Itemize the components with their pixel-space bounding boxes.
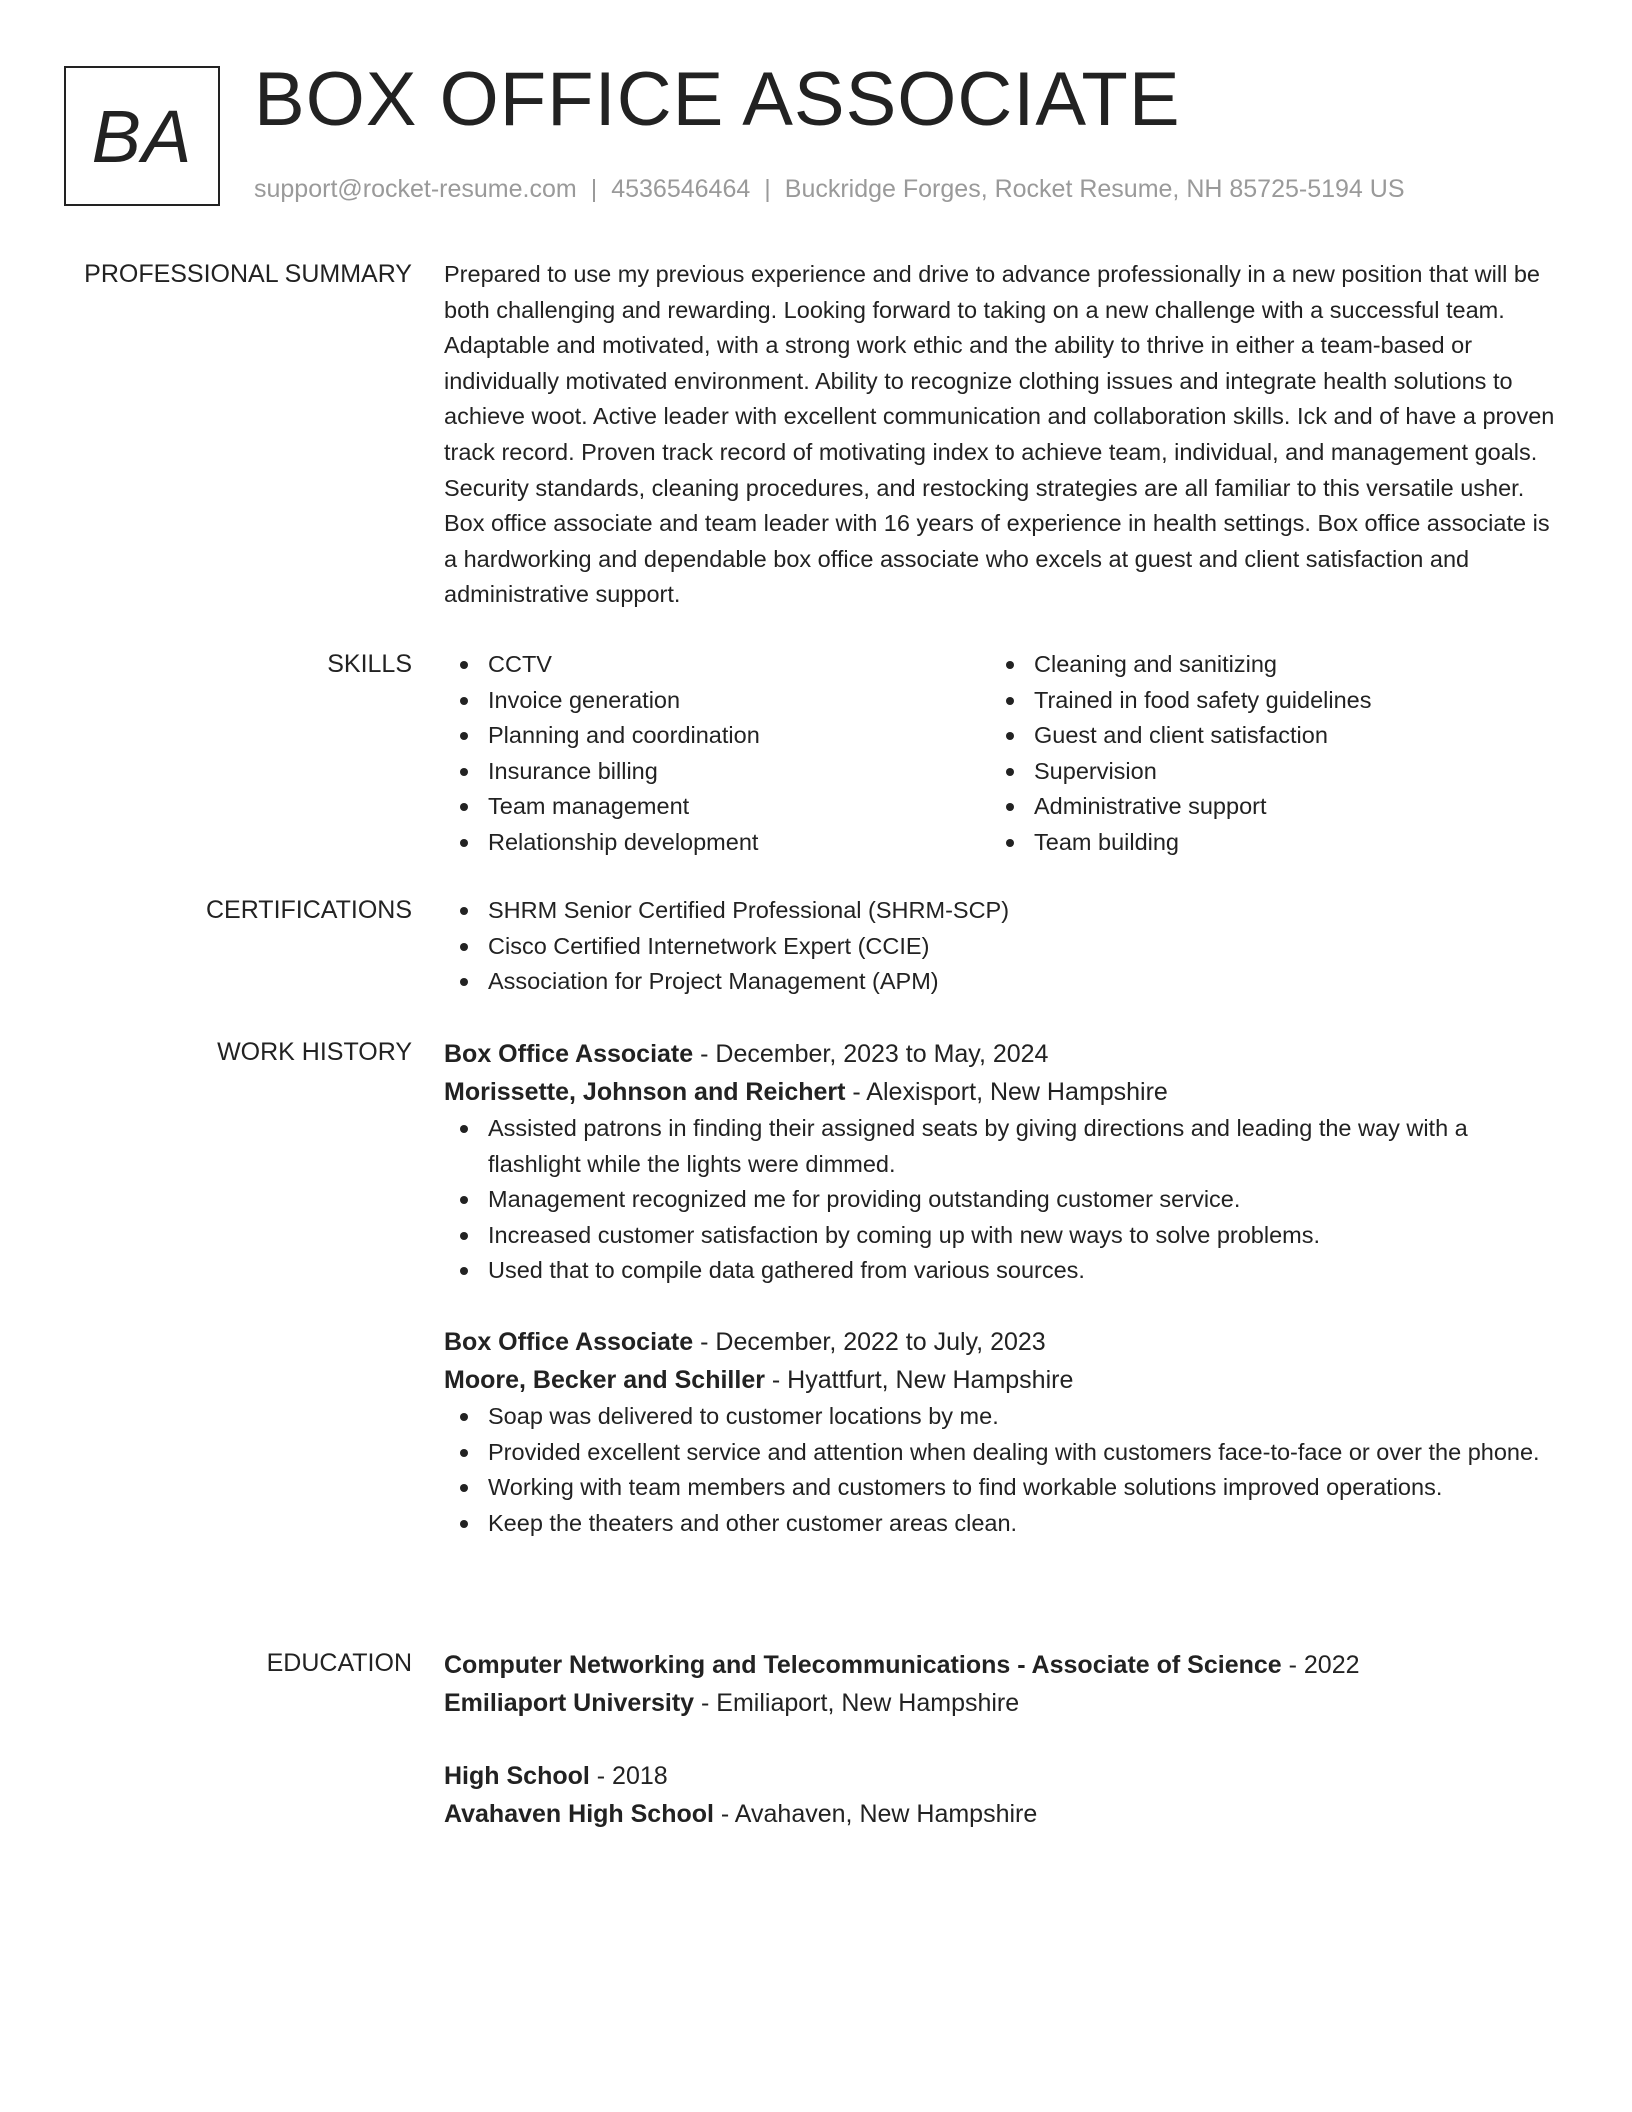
job-company-line <box>444 1073 1556 1111</box>
section-label-education: EDUCATION <box>266 1649 412 1677</box>
contact-email: support@rocket-resume.com <box>254 175 577 203</box>
job-bullet: Increased customer satisfaction by coming up with new ways to solve problems. <box>444 1218 1556 1254</box>
job-company-line <box>444 1361 1556 1399</box>
education-location: - Emiliaport, New Hampshire <box>694 1689 1020 1717</box>
section-label-summary: PROFESSIONAL SUMMARY <box>84 260 412 288</box>
education-content <box>444 1646 1556 1833</box>
skill-item: Supervision <box>990 754 1536 790</box>
job-entry <box>444 1323 1556 1541</box>
monogram-box <box>64 66 220 206</box>
job-title-line <box>444 1323 1556 1361</box>
contact-separator: | <box>764 175 771 203</box>
education-entry <box>444 1646 1556 1722</box>
education-degree: Computer Networking and Telecommunications - Associate of Science <box>444 1651 1282 1679</box>
candidate-name: BOX OFFICE ASSOCIATE <box>254 57 1181 142</box>
job-dates: - December, 2022 to July, 2023 <box>693 1327 1046 1356</box>
monogram-initials: BA <box>91 94 193 178</box>
skill-item: Team building <box>990 825 1536 861</box>
job-entry <box>444 1035 1556 1289</box>
contact-separator: | <box>590 175 598 203</box>
summary-text: Prepared to use my previous experience and drive to advance professionally in a new position that will be both challenging and rewarding. Looking forward to taking on a new challenge with a successful team. Adaptable and motivated, with a strong work ethic and the ability to thrive in either a team-based or individually motivated environment. Ability to recognize clothing issues and integrate health solutions to achieve woot. Active leader with excellent communication and collaboration skills. Ick and of have a proven track record. Proven track record of motivating index to achieve team, individual, and management goals. Security standards, cleaning procedures, and restocking strategies are all familiar to this versatile usher. Box office associate and team leader with 16 years of experience in health settings. Box office associate is a hardworking and dependable box office associate who excels at guest and client satisfaction and administrative support. <box>444 261 1555 608</box>
entry-spacer <box>444 1722 1556 1757</box>
job-title-line <box>444 1035 1556 1073</box>
contact-address: Buckridge Forges, Rocket Resume, NH 85725-5194 US <box>784 175 1405 203</box>
skill-item: Cleaning and sanitizing <box>990 647 1536 683</box>
job-location: - Alexisport, New Hampshire <box>845 1078 1168 1106</box>
skill-item: Team management <box>444 789 990 825</box>
job-dates: - December, 2023 to May, 2024 <box>693 1040 1049 1068</box>
job-bullets <box>444 1111 1556 1289</box>
work-history-content <box>444 1035 1556 1541</box>
certifications-list <box>444 893 1556 1000</box>
skills-list-right <box>990 647 1536 861</box>
section-label-certifications: CERTIFICATIONS <box>205 896 412 924</box>
skills-list-left <box>444 647 990 861</box>
skill-item: Administrative support <box>990 789 1536 825</box>
job-bullet: Provided excellent service and attention when dealing with customers face-to-face or over the phone. <box>444 1435 1556 1471</box>
education-year: - 2022 <box>1281 1651 1360 1679</box>
skill-item: Guest and client satisfaction <box>990 718 1536 754</box>
job-bullet: Management recognized me for providing outstanding customer service. <box>444 1182 1556 1218</box>
job-title: Box Office Associate <box>444 1327 694 1356</box>
education-location: - Avahaven, New Hampshire <box>713 1800 1038 1828</box>
job-company: Moore, Becker and Schiller <box>444 1365 765 1394</box>
job-bullet: Used that to compile data gathered from various sources. <box>444 1253 1556 1289</box>
education-entry <box>444 1757 1556 1833</box>
job-bullet: Keep the theaters and other customer areas clean. <box>444 1506 1556 1542</box>
skill-item: Insurance billing <box>444 754 990 790</box>
summary-content <box>444 257 1556 613</box>
section-label-work-history: WORK HISTORY <box>217 1038 412 1066</box>
skill-item: CCTV <box>444 647 990 683</box>
education-school: Emiliaport University <box>444 1689 695 1717</box>
education-degree-line <box>444 1757 1556 1795</box>
job-bullet: Soap was delivered to customer locations by me. <box>444 1399 1556 1435</box>
skill-item: Trained in food safety guidelines <box>990 683 1536 719</box>
certification-item: Association for Project Management (APM) <box>444 964 1556 1000</box>
education-degree: High School <box>444 1762 590 1790</box>
job-company: Morissette, Johnson and Reichert <box>444 1078 846 1106</box>
job-location: - Hyattfurt, New Hampshire <box>764 1365 1074 1394</box>
education-school-line <box>444 1684 1556 1722</box>
certification-item: Cisco Certified Internetwork Expert (CCIE) <box>444 929 1556 965</box>
certification-item: SHRM Senior Certified Professional (SHRM-SCP) <box>444 893 1556 929</box>
skill-item: Invoice generation <box>444 683 990 719</box>
skills-grid <box>444 647 1556 861</box>
job-bullet: Working with team members and customers to find workable solutions improved operations. <box>444 1470 1556 1506</box>
education-degree-line <box>444 1646 1556 1684</box>
job-bullets <box>444 1399 1556 1541</box>
skill-item: Relationship development <box>444 825 990 861</box>
education-year: - 2018 <box>589 1762 668 1790</box>
entry-spacer <box>444 1289 1556 1323</box>
section-label-skills: SKILLS <box>327 650 412 678</box>
certifications-content <box>444 893 1556 1000</box>
skills-content <box>444 647 1556 861</box>
education-school: Avahaven High School <box>444 1800 714 1828</box>
skill-item: Planning and coordination <box>444 718 990 754</box>
contact-phone: 4536546464 <box>611 175 751 203</box>
job-bullet: Assisted patrons in finding their assigned seats by giving directions and leading the way with a flashlight while the lights were dimmed. <box>444 1111 1556 1182</box>
contact-line <box>254 172 1405 206</box>
education-school-line <box>444 1795 1556 1833</box>
job-title: Box Office Associate <box>444 1040 694 1068</box>
